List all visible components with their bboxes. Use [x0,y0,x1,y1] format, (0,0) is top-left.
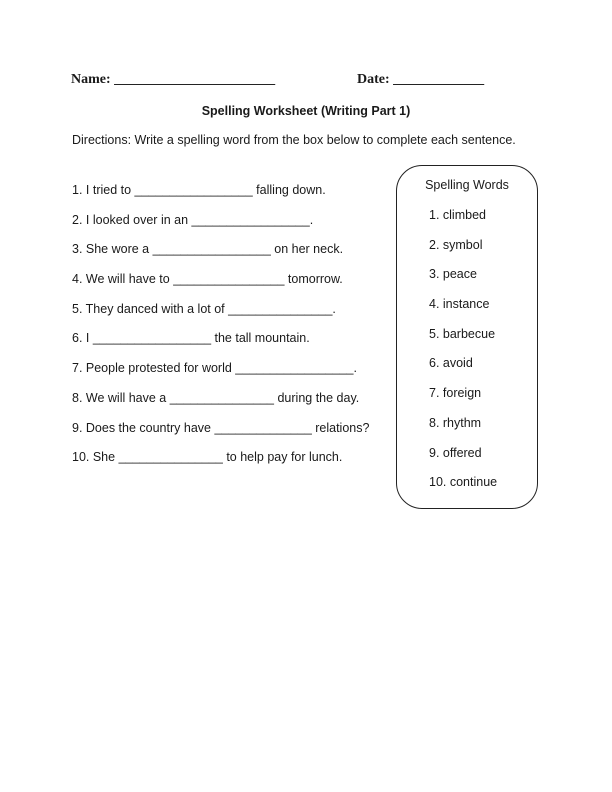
spelling-word-box [396,165,538,509]
word-item: 6. avoid [429,356,473,371]
sentence-item: 6. I _________________ the tall mountain. [72,331,310,346]
sentence-item: 3. She wore a _________________ on her neck. [72,242,344,257]
date-line: Date: _____________ [357,72,485,87]
word-item: 2. symbol [429,237,483,252]
word-list [429,208,497,505]
sentence-item: 7. People protested for world _________________. [72,361,357,376]
word-box-title: Spelling Words [425,178,509,192]
sentence-item: 9. Does the country have ______________ relations? [72,420,370,435]
word-item: 8. rhythm [429,415,482,430]
sentence-list [72,183,369,480]
sentence-item: 10. She _______________ to help pay for lunch. [72,450,343,465]
sentence-item: 1. I tried to _________________ falling down. [72,183,326,197]
word-item: 4. instance [429,297,490,312]
name-line: Name: _______________________ [71,72,276,87]
word-item: 5. barbecue [429,326,496,341]
sentence-item: 5. They danced with a lot of _______________. [72,301,336,316]
sentence-item: 8. We will have a _______________ during the day. [72,390,360,405]
word-item: 3. peace [429,267,477,282]
sentence-item: 2. I looked over in an _________________. [72,212,314,227]
word-item: 1. climbed [429,208,486,222]
word-item: 10. continue [429,475,498,490]
word-item: 7. foreign [429,386,482,401]
sentence-item: 4. We will have to ________________ tomorrow. [72,272,343,287]
word-item: 9. offered [429,445,482,460]
worksheet-title: Spelling Worksheet (Writing Part 1) [201,104,411,118]
directions-text: Directions: Write a spelling word from the box below to complete each sentence. [72,133,516,147]
